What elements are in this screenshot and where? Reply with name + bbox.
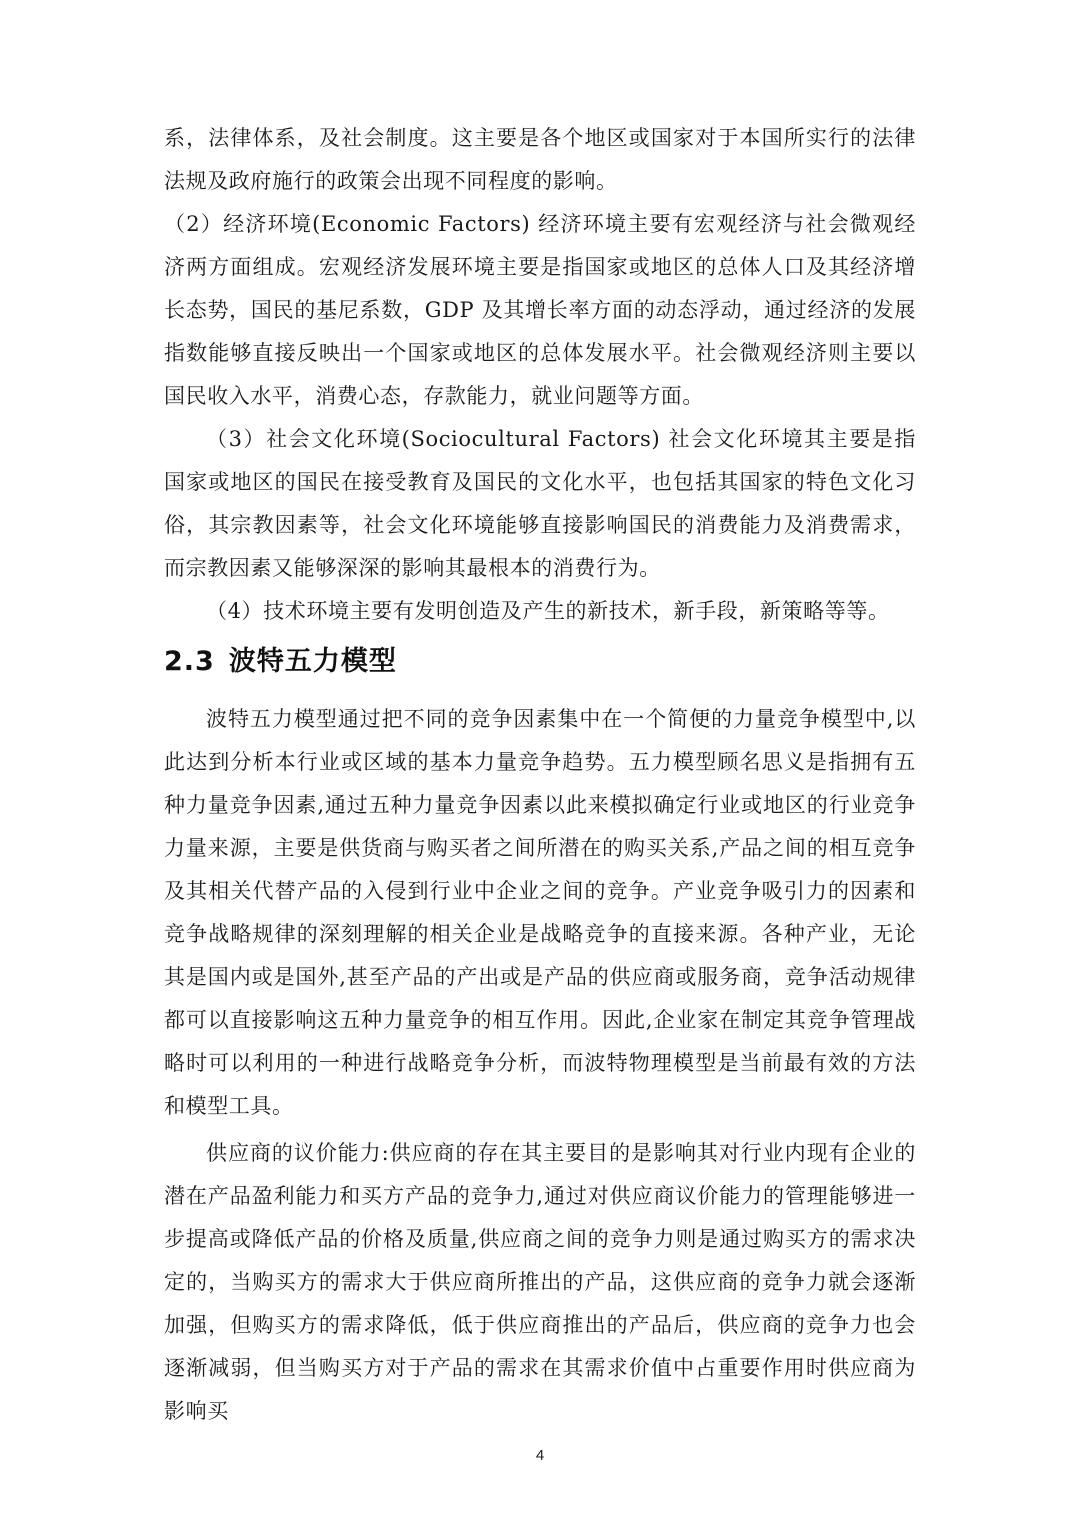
paragraph-five-forces-intro: 波特五力模型通过把不同的竞争因素集中在一个简便的力量竞争模型中,以此达到分析本行业或区域的基本力量竞争趋势。五力模型顾名思义是指拥有五种力量竞争因素,通过五种力量竞争因素以此来模拟确定行业或地区的行业竞争力量来源，主要是供货商与购买者之间所潜在的购买关系,产品之间的相互竞争及其相关代替产品的入侵到行业中企业之间的竞争。产业竞争吸引力的因素和竞争战略规律的深刻理解的相关企业是战略竞争的直接来源。各种产业，无论其是国内或是国外,甚至产品的产出或是产品的供应商或服务商，竞争活动规律都可以直接影响这五种力量竞争的相互作用。因此,企业家在制定其竞争管理战略时可以利用的一种进行战略竞争分析，而波特物理模型是当前最有效的方法和模型工具。 [164, 707, 916, 1118]
section-heading [164, 642, 397, 682]
paragraph-technological-factors: （4）技术环境主要有发明创造及产生的新技术，新手段，新策略等等。 [206, 599, 890, 623]
section-title: 波特五力模型 [228, 646, 397, 677]
text-block-section [164, 698, 916, 1433]
paragraph-legal-continuation: 系，法律体系，及社会制度。这主要是各个地区或国家对于本国所实行的法律法规及政府施行的政策会出现不同程度的影响。 [164, 126, 916, 193]
page-number: 4 [535, 1447, 545, 1464]
paragraph-economic-factors: （2）经济环境(Economic Factors) 经济环境主要有宏观经济与社会微观经济两方面组成。宏观经济发展环境主要是指国家或地区的总体人口及其经济增长态势，国民的基尼系数，GDP 及其增长率方面的动态浮动，通过经济的发展指数能够直接反映出一个国家或地区的总体发展水平。社会微观经济则主要以国民收入水平，消费心态，存款能力，就业问题等方面。 [164, 212, 916, 408]
paragraph-supplier-power: 供应商的议价能力:供应商的存在其主要目的是影响其对行业内现有企业的潜在产品盈利能力和买方产品的竞争力,通过对供应商议价能力的管理能够进一步提高或降低产品的价格及质量,供应商之间的竞争力则是通过购买方的需求决定的，当购买方的需求大于供应商所推出的产品，这供应商的竞争力就会逐渐加强，但购买方的需求降低，低于供应商推出的产品后，供应商的竞争力也会逐渐减弱，但当购买方对于产品的需求在其需求价值中占重要作用时供应商为影响买 [164, 1141, 916, 1423]
paragraph-sociocultural-factors: （3）社会文化环境(Sociocultural Factors) 社会文化环境其主要是指国家或地区的国民在接受教育及国民的文化水平，也包括其国家的特色文化习俗，其宗教因素等，社会文化环境能够直接影响国民的消费能力及消费需求，而宗教因素又能够深深的影响其最根本的消费行为。 [164, 427, 916, 580]
section-number: 2.3 [164, 646, 215, 677]
text-block-top [164, 117, 916, 633]
